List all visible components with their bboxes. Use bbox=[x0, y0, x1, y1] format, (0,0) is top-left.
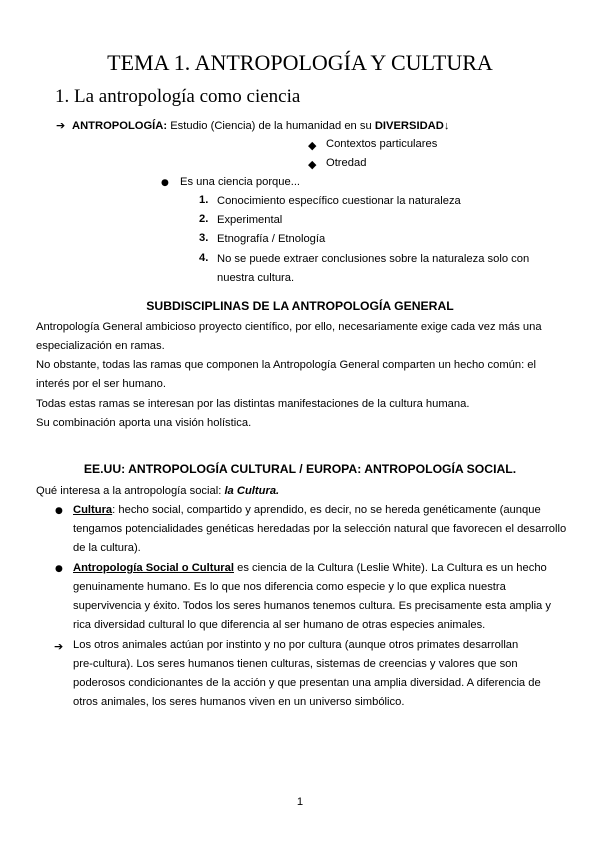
cultural-heading: EE.UU: ANTROPOLOGÍA CULTURAL / EUROPA: ANTROPOLOGÍA SOCIAL. bbox=[83, 462, 517, 476]
definition-text: Estudio (Ciencia) de la humanidad en su bbox=[167, 120, 375, 132]
paragraph-line: No obstante, todas las ramas que componen la Antropología General comparten un hecho común: el bbox=[36, 359, 537, 371]
arrow-item-line1: Los otros animales actúan por instinto y no por cultura (aunque otros primates desarrollan bbox=[73, 639, 519, 651]
arrow-item-line4: otros animales, los seres humanos viven en un universo simbólico. bbox=[73, 696, 405, 708]
dot-bullet-icon: ● bbox=[55, 564, 63, 574]
cultural-intro bbox=[36, 482, 279, 501]
antropologia-bullet-line2: genuinamente humano. Es lo que nos diferencia como especie y lo que explica nuestra bbox=[73, 581, 506, 593]
list-number: 2. bbox=[199, 213, 209, 225]
definition-term: ANTROPOLOGÍA: bbox=[72, 120, 168, 132]
antropologia-bullet-line1 bbox=[73, 559, 547, 578]
intro-text: Qué interesa a la antropología social: bbox=[36, 485, 225, 497]
diamond-item-1: Contextos particulares bbox=[326, 138, 438, 150]
paragraph-line: Todas estas ramas se interesan por las distintas manifestaciones de la cultura humana. bbox=[36, 398, 470, 410]
diamond-item-2: Otredad bbox=[326, 157, 367, 169]
intro-emphasis: la Cultura. bbox=[224, 485, 280, 497]
dot-bullet-icon: ● bbox=[55, 506, 63, 516]
cultura-term: Cultura bbox=[73, 504, 113, 516]
subdisciplines-heading: SUBDISCIPLINAS DE LA ANTROPOLOGÍA GENERAL bbox=[146, 299, 454, 313]
cultura-definition: : hecho social, compartido y aprendido, es decir, no se hereda genéticamente (aunque bbox=[112, 504, 541, 516]
paragraph-line: Antropología General ambicioso proyecto científico, por ello, necesariamente exige cada vez más una bbox=[36, 321, 542, 333]
numbered-item-4-cont: nuestra cultura. bbox=[217, 272, 295, 284]
heading-text: La antropología como ciencia bbox=[74, 86, 301, 107]
cultura-bullet-line1 bbox=[73, 501, 541, 520]
list-number: 1. bbox=[199, 194, 209, 206]
paragraph-line: interés por el ser humano. bbox=[36, 378, 166, 390]
numbered-item-1: Conocimiento específico cuestionar la naturaleza bbox=[217, 195, 461, 207]
diamond-bullet-icon: ◆ bbox=[308, 158, 317, 171]
cultura-bullet-line3: de la cultura). bbox=[73, 542, 141, 554]
paragraph-line: Su combinación aporta una visión holística. bbox=[36, 417, 252, 429]
antropologia-term: Antropología Social o Cultural bbox=[73, 562, 234, 574]
arrow-icon: ➔ bbox=[56, 119, 66, 132]
antropologia-bullet-line3: supervivencia y éxito. Todos los seres humanos tenemos cultura. Es precisamente esta amplia y bbox=[73, 600, 551, 612]
page-title: TEMA 1. ANTROPOLOGÍA Y CULTURA bbox=[107, 50, 493, 75]
section-heading-1 bbox=[55, 86, 300, 108]
antropologia-bullet-line4: rica diversidad cultural lo que diferencia al ser humano de otras especies animales. bbox=[73, 619, 486, 631]
down-arrow-icon: ↓ bbox=[443, 120, 450, 132]
heading-number: 1. bbox=[55, 86, 70, 107]
list-number: 4. bbox=[199, 252, 209, 264]
paragraph-line: especialización en ramas. bbox=[36, 340, 165, 352]
dot-bullet-icon: ● bbox=[161, 178, 169, 188]
numbered-item-3: Etnografía / Etnología bbox=[217, 233, 326, 245]
antropologia-definition: es ciencia de la Cultura (Leslie White). La Cultura es un hecho bbox=[233, 562, 547, 574]
definition-line bbox=[56, 116, 449, 136]
list-number: 3. bbox=[199, 232, 209, 244]
bullet-intro: Es una ciencia porque... bbox=[180, 176, 301, 188]
page-number: 1 bbox=[296, 796, 304, 808]
numbered-item-2: Experimental bbox=[217, 214, 283, 226]
arrow-icon: ➔ bbox=[54, 640, 64, 653]
arrow-item-line2: pre-cultura). Los seres humanos tienen culturas, sistemas de creencias y valores que son bbox=[73, 658, 518, 670]
definition-keyword: DIVERSIDAD bbox=[374, 120, 444, 132]
cultura-bullet-line2: tengamos potencialidades genéticas heredadas por la selección natural que favorecen el desarrollo bbox=[73, 523, 567, 535]
diamond-bullet-icon: ◆ bbox=[308, 139, 317, 152]
numbered-item-4: No se puede extraer conclusiones sobre la naturaleza solo con bbox=[217, 253, 530, 265]
arrow-item-line3: poderosos condicionantes de la acción y que presentan una amplia diversidad. A diferencia de bbox=[73, 677, 541, 689]
